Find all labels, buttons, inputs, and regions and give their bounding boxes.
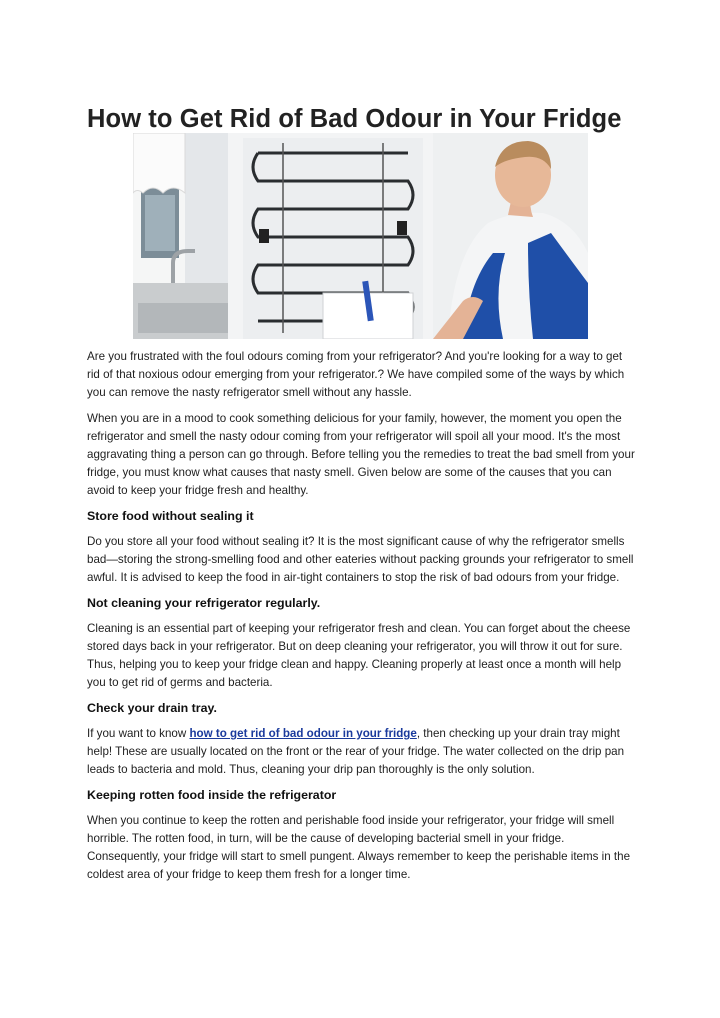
window-curtain xyxy=(133,133,185,283)
intro-paragraph-1: Are you frustrated with the foul odours coming from your refrigerator? And you're looking for a way to get rid of that noxious odour emerging from your refrigerator.? We have compiled some of the ways by which you can remove the nasty refrigerator smell without any hassle. xyxy=(87,350,625,399)
hero-image xyxy=(133,133,588,339)
section-heading-drain-tray: Check your drain tray. xyxy=(87,701,217,715)
article-body xyxy=(87,348,635,892)
section-heading-rotten-food: Keeping rotten food inside the refrigerator xyxy=(87,788,337,802)
article-title: How to Get Rid of Bad Odour in Your Fridge xyxy=(87,105,622,134)
section-body-drain-tray xyxy=(87,725,635,779)
section-heading-sealing: Store food without sealing it xyxy=(87,509,254,523)
intro-paragraph-2: When you are in a mood to cook something delicious for your family, however, the moment you open the refrigerator and smell the nasty odour coming from your refrigerator will spoil all your mood. It's the most aggravating thing a person can go through. Before telling you the remedies to treat the bad smell from your fridge, you must know what causes that nasty smell. Given below are some of the causes that you can avoid to keep your fridge fresh and healthy. xyxy=(87,412,635,497)
section-heading-cleaning: Not cleaning your refrigerator regularly. xyxy=(87,596,321,610)
section-body-rotten-food: When you continue to keep the rotten and perishable food inside your refrigerator, your fridge will smell horrible. The rotten food, in turn, will be the cause of developing bacterial smell in your fridge. Consequently, your fridge will start to smell pungent. Always remember to keep the perishable items in the coldest area of your fridge to keep them fresh for a longer time. xyxy=(87,814,631,881)
drain-tray-text-after: , then checking up your drain tray might help! These are usually located on the front or the rear of your fridge. The water collected on the drip pan leads to bacteria and mold. Thus, cleaning your drip pan thoroughly is the only solution. xyxy=(87,727,625,776)
drain-tray-text-before: If you want to know xyxy=(87,727,190,740)
section-body-cleaning: Cleaning is an essential part of keeping your refrigerator fresh and clean. You can forget about the cheese stored days back in your refrigerator. But on deep cleaning your refrigerator, you will throw it out for sure. Thus, helping you to keep your fridge clean and happy. Cleaning properly at least once a month will help you to get rid of germs and bacteria. xyxy=(87,622,631,689)
odour-guide-link[interactable]: how to get rid of bad odour in your fridge xyxy=(189,727,417,740)
section-body-sealing: Do you store all your food without sealing it? It is the most significant cause of why the refrigerator smells bad—storing the strong-smelling food and other eateries without packing grounds your refrigerator to smell awful. It is advised to keep the food in air-tight containers to stop the risk of bad odours from your fridge. xyxy=(87,535,634,584)
